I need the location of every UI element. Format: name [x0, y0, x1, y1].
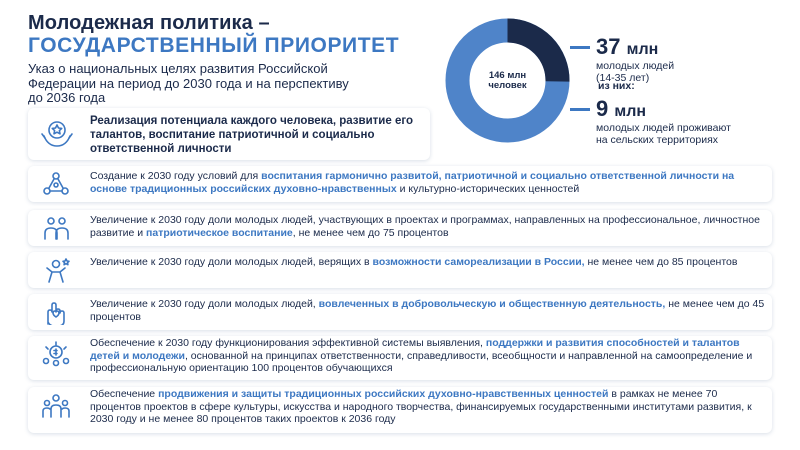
person-star-icon	[42, 257, 70, 283]
network-icon	[42, 171, 70, 197]
stat-marker	[570, 46, 590, 49]
page-title: Молодежная политика –	[28, 12, 270, 34]
young-stat	[596, 36, 674, 84]
goal-item	[28, 210, 772, 246]
goal-item-text: Обеспечение к 2030 году функционирования эффективной системы выявления, поддержки и развития способностей и талантов детей и молодежи, основанной на принципах ответственности, справедливости, всеобщности и направленной на самоопределение и профессиональную ориентацию 100 процентов обучающихся	[90, 337, 753, 374]
goal-item	[28, 166, 772, 202]
stat-marker	[570, 108, 590, 111]
star-hands-icon	[40, 118, 74, 150]
goal-card	[28, 108, 430, 160]
goal-text: Реализация потенциала каждого человека, развитие его талантов, воспитание патриотичной и социально ответственной личности	[90, 115, 414, 155]
rural-stat	[596, 98, 731, 146]
donut-center-label	[445, 18, 570, 143]
page-subtitle: ГОСУДАРСТВЕННЫЙ ПРИОРИТЕТ	[28, 34, 400, 57]
goal-item	[28, 387, 772, 433]
donut-total-unit: человек	[488, 79, 527, 91]
people-growth-icon	[42, 215, 70, 241]
rural-desc: молодых людей проживают на сельских территориях	[596, 122, 731, 146]
goal-item-text: Создание к 2030 году условий для воспитания гармонично развитой, патриотичной и социально ответственной личности на основе традиционных российских духовно-нравственных и культурно-исторических ценностей	[90, 170, 735, 195]
goal-item	[28, 252, 772, 288]
coins-people-icon	[42, 341, 70, 367]
population-donut	[445, 18, 570, 143]
goal-item-text: Обеспечение продвижения и защиты традиционных российских духовно-нравственных ценностей в рамках не менее 70 процентов проектов в сфере культуры, искусства и народного творчества, финансируемых государственными институтами развития, к 2030 году и не менее 80 процентов таких проектов к 2036 году	[90, 388, 752, 425]
goal-item-text: Увеличение к 2030 году доли молодых людей, верящих в возможности самореализации в России, не менее чем до 85 процентов	[90, 256, 738, 268]
goal-item	[28, 336, 772, 380]
goal-item-text: Увеличение к 2030 году доли молодых людей, участвующих в проектах и программах, направленных на профессиональное, личностное развитие и патриотическое воспитание, не менее чем до 75 процентов	[90, 214, 760, 239]
of-them-label: из них:	[598, 80, 635, 92]
young-number: 37 млн	[596, 34, 659, 59]
decree-text: Указ о национальных целях развития Российской Федерации на период до 2030 года и на перспективу до 2036 года	[28, 61, 349, 105]
hand-heart-icon	[42, 299, 70, 325]
goal-item-text: Увеличение к 2030 году доли молодых людей, вовлеченных в добровольческую и общественную деятельность, не менее чем до 45 процентов	[90, 298, 765, 323]
community-icon	[42, 392, 70, 418]
goal-item	[28, 294, 772, 330]
young-desc: молодых людей (14-35 лет)	[596, 60, 675, 84]
donut-total: 146 млн	[488, 69, 527, 81]
rural-number: 9 млн	[596, 96, 647, 121]
